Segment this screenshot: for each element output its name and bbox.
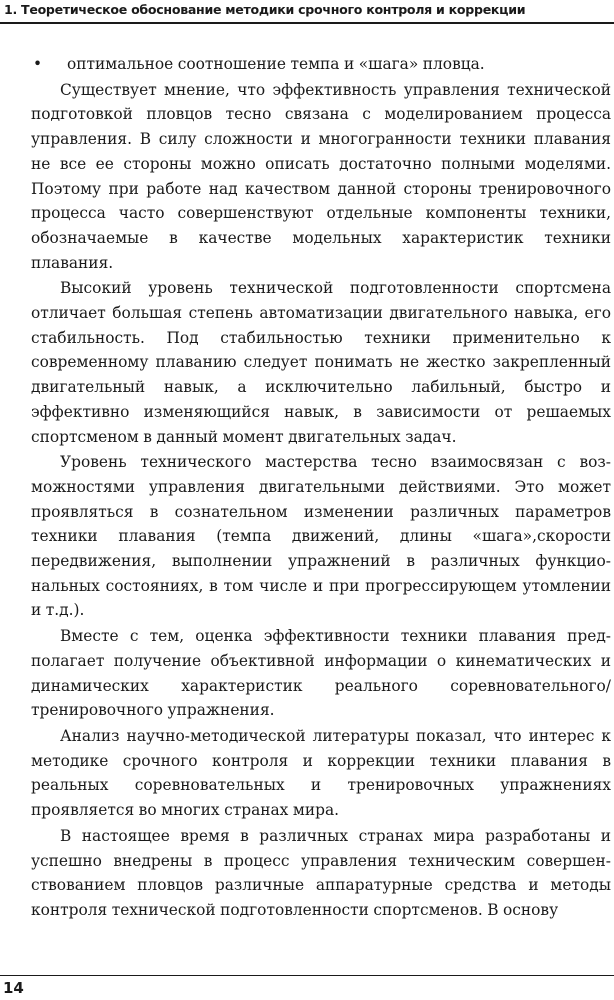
paragraph: Уровень технического мастерства тесно взаимосвязан с возможностями управления двигательными действиями. Это может проявляться в сознательном изменении различных параметров техники плавания (темпа движений, длины «шага»,скорости передвижения, выполнении упражнений в различных функциональных состояниях, в том числе и при прогрессирующем утомлении и т.д.). — [31, 453, 611, 620]
bullet-text: оптимальное соотношение темпа и «шага» пловца. — [67, 55, 485, 73]
paragraph: Существует мнение, что эффективность управления технической подготовкой пловцов тесно связана с моделированием процесса управления. В силу сложности и многогранности техники плавания не все ее стороны можно описать достаточно полными моделями. Поэтому при работе над качеством данной стороны тренировочного процесса часто совершенствуют отдельные компоненты техники, обозначаемые в качестве модельных характеристик техники плавания. — [31, 80, 611, 272]
paragraph: Высокий уровень технической подготовленности спортсмена отличает большая степень автоматизации двигательного навыка, его стабильность. Под стабильностью техники применительно к современному плаванию следует понимать не жестко закрепленный двигательный навык, а исключительно лабильный, быстро и эффективно изменяющийся навык, в зависимости от решаемых спортсменом в данный момент двигательных задач. — [31, 279, 611, 446]
paragraph: В настоящее время в различных странах мира разработаны и успешно внедрены в процесс управления техническим совершенствованием пловцов различные аппаратурные средства и методы контроля технической подготовленности спортсменов. В основу — [31, 826, 611, 919]
paragraph: Вместе с тем, оценка эффективности техники плавания предполагает получение объективной информации о кинематических и динамических характеристик реального соревновательного/ тренировочного упражнения. — [31, 627, 611, 720]
running-header — [0, 0, 614, 24]
bullet-item — [31, 52, 611, 77]
body-text — [31, 52, 611, 924]
bullet-mark: • — [33, 55, 43, 73]
page-number: 14 — [3, 979, 24, 997]
footer-rule — [0, 975, 614, 976]
running-header-title: 1. Теоретическое обоснование методики срочного контроля и коррекции — [4, 2, 526, 17]
paragraph: Анализ научно-методической литературы показал, что интерес к методике срочного контроля и коррекции техники плавания в реальных соревновательных и тренировочных упражнениях проявляется во многих странах мира. — [31, 726, 611, 820]
